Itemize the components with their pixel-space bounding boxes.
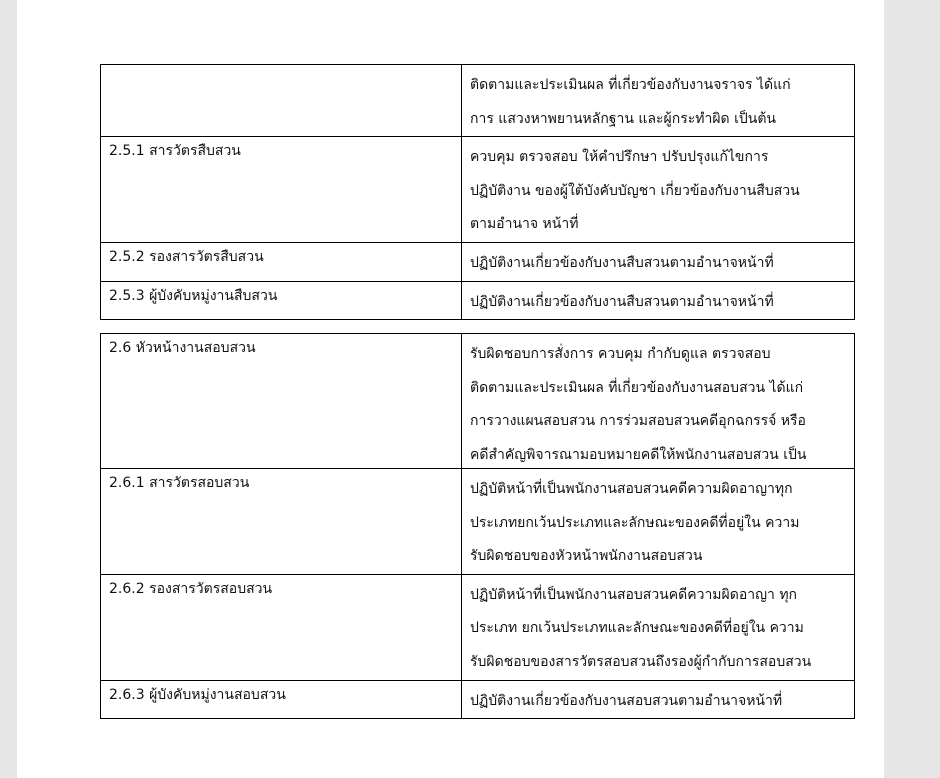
position-cell: 2.5.2 รองสารวัตรสืบสวน [101,242,462,281]
duty-line: ปฏิบัติหน้าที่เป็นพนักงานสอบสวนคดีความผิดอาญาทุก [470,481,793,497]
duty-line: รับผิดชอบของหัวหน้าพนักงานสอบสวน [470,548,703,565]
table-row [101,281,855,320]
duty-line: ติดตามและประเมินผล ที่เกี่ยวข้องกับงานจราจร ได้แก่ [470,77,791,93]
table-row [101,242,855,281]
duty-cell [462,137,855,243]
position-cell: 2.5.1 สารวัตรสืบสวน [101,137,462,243]
duty-line: ประเภทยกเว้นประเภทและลักษณะของคดีที่อยู่ใน ความ [470,514,800,531]
position-cell: 2.6.2 รองสารวัตรสอบสวน [101,574,462,680]
duty-line: ปฏิบัติงานเกี่ยวข้องกับงานสืบสวนตามอำนาจหน้าที่ [470,293,774,310]
duty-line: ปฏิบัติงานเกี่ยวข้องกับงานสอบสวนตามอำนาจหน้าที่ [470,692,783,709]
duty-line: ปฏิบัติงาน ของผู้ใต้บังคับบัญชา เกี่ยวข้องกับงานสืบสวน [470,182,800,199]
position-cell [101,65,462,137]
position-cell: 2.5.3 ผู้บังคับหมู่งานสืบสวน [101,281,462,320]
duties-table-inquiry [100,333,855,719]
duties-table-investigation [100,64,855,320]
duty-line: การวางแผนสอบสวน การร่วมสอบสวนคดีอุกฉกรรจ์ หรือ [470,413,806,430]
table-row [101,137,855,243]
duty-line: คดีสำคัญพิจารณามอบหมายคดีให้พนักงานสอบสวน เป็น [470,446,807,463]
duty-line: ควบคุม ตรวจสอบ ให้คำปรึกษา ปรับปรุงแก้ไขการ [470,149,769,166]
duty-cell [462,469,855,575]
duty-line: การ แสวงหาพยานหลักฐาน และผู้กระทำผิด เป็นต้น [470,110,776,127]
duty-cell [462,680,855,719]
document-page [17,0,884,778]
duty-line: รับผิดชอบของสารวัตรสอบสวนถึงรองผู้กำกับการสอบสวน [470,653,812,670]
duty-line: ปฏิบัติงานเกี่ยวข้องกับงานสืบสวนตามอำนาจหน้าที่ [470,254,774,271]
position-cell: 2.6.3 ผู้บังคับหมู่งานสอบสวน [101,680,462,719]
duty-cell [462,242,855,281]
table-row [101,574,855,680]
table-row [101,65,855,137]
duty-cell [462,65,855,137]
duty-cell-content [470,338,846,468]
duty-line: ติดตามและประเมินผล ที่เกี่ยวข้องกับงานสอบสวน ได้แก่ [470,379,804,396]
duty-line: ปฏิบัติหน้าที่เป็นพนักงานสอบสวนคดีความผิดอาญา ทุก [470,586,798,603]
duty-line: รับผิดชอบการสั่งการ ควบคุม กำกับดูแล ตรวจสอบ [470,346,771,362]
table-row [101,469,855,575]
duty-cell [462,334,855,469]
duty-cell [462,574,855,680]
duty-cell [462,281,855,320]
position-cell: 2.6 หัวหน้างานสอบสวน [101,334,462,469]
duty-line: ประเภท ยกเว้นประเภทและลักษณะของคดีที่อยู่ใน ความ [470,620,804,637]
duty-line: ตามอำนาจ หน้าที่ [470,216,579,233]
position-cell: 2.6.1 สารวัตรสอบสวน [101,469,462,575]
table-row [101,680,855,719]
table-row [101,334,855,469]
